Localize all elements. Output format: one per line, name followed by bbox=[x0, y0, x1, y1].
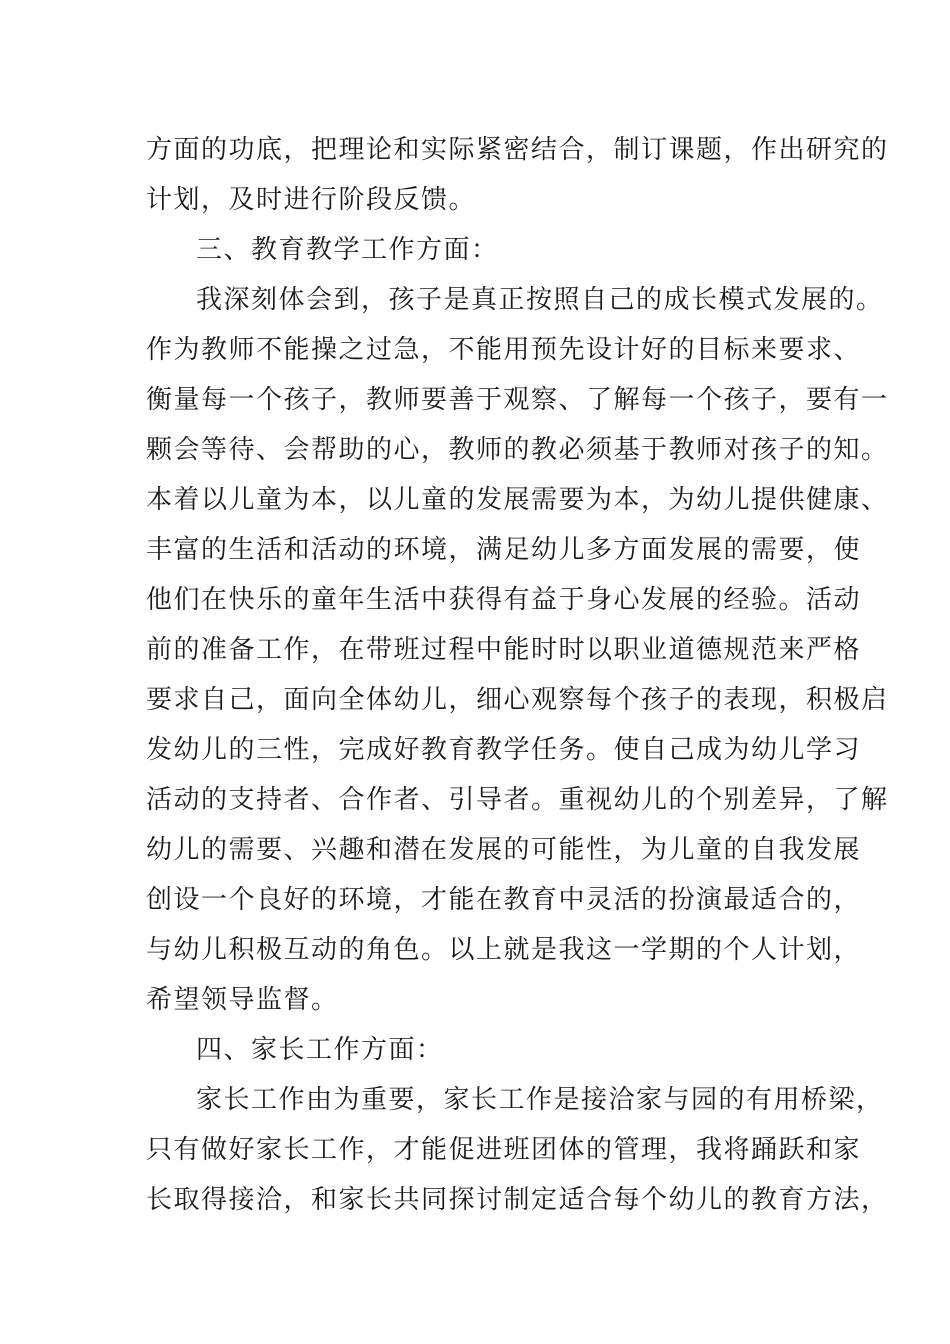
text-line: 要求自己，面向全体幼儿，细心观察每个孩子的表现，积极启 bbox=[146, 685, 889, 715]
text-line: 家长工作由为重要，家长工作是接洽家与园的有用桥梁， bbox=[196, 1085, 884, 1115]
text-line: 长取得接洽，和家长共同探讨制定适合每个幼儿的教育方法， bbox=[146, 1185, 889, 1215]
section-heading-four: 四、家长工作方面： bbox=[196, 1035, 444, 1065]
section-heading-three: 三、教育教学工作方面： bbox=[196, 235, 499, 265]
text-line: 创设一个良好的环境，才能在教育中灵活的扮演最适合的， bbox=[146, 885, 862, 915]
text-line: 颗会等待、会帮助的心，教师的教必须基于教师对孩子的知。 bbox=[146, 435, 889, 465]
text-line: 活动的支持者、合作者、引导者。重视幼儿的个别差异，了解 bbox=[146, 785, 889, 815]
text-line: 与幼儿积极互动的角色。以上就是我这一学期的个人计划， bbox=[146, 935, 862, 965]
text-line: 衡量每一个孩子，教师要善于观察、了解每一个孩子，要有一 bbox=[146, 385, 889, 415]
text-line: 计划，及时进行阶段反馈。 bbox=[146, 185, 477, 215]
text-line: 发幼儿的三性，完成好教育教学任务。使自己成为幼儿学习 bbox=[146, 735, 862, 765]
text-line: 他们在快乐的童年生活中获得有益于身心发展的经验。活动 bbox=[146, 585, 862, 615]
text-line: 只有做好家长工作，才能促进班团体的管理，我将踊跃和家 bbox=[146, 1135, 862, 1165]
text-line: 希望领导监督。 bbox=[146, 985, 339, 1015]
text-line: 丰富的生活和活动的环境，满足幼儿多方面发展的需要，使 bbox=[146, 535, 862, 565]
text-line: 前的准备工作，在带班过程中能时时以职业道德规范来严格 bbox=[146, 635, 862, 665]
text-line: 本着以儿童为本，以儿童的发展需要为本，为幼儿提供健康、 bbox=[146, 485, 889, 515]
text-line: 作为教师不能操之过急，不能用预先设计好的目标来要求、 bbox=[146, 335, 862, 365]
text-line: 方面的功底，把理论和实际紧密结合，制订课题，作出研究的 bbox=[146, 135, 889, 165]
text-line: 我深刻体会到，孩子是真正按照自己的成长模式发展的。 bbox=[196, 285, 884, 315]
text-line: 幼儿的需要、兴趣和潜在发展的可能性，为儿童的自我发展 bbox=[146, 835, 862, 865]
